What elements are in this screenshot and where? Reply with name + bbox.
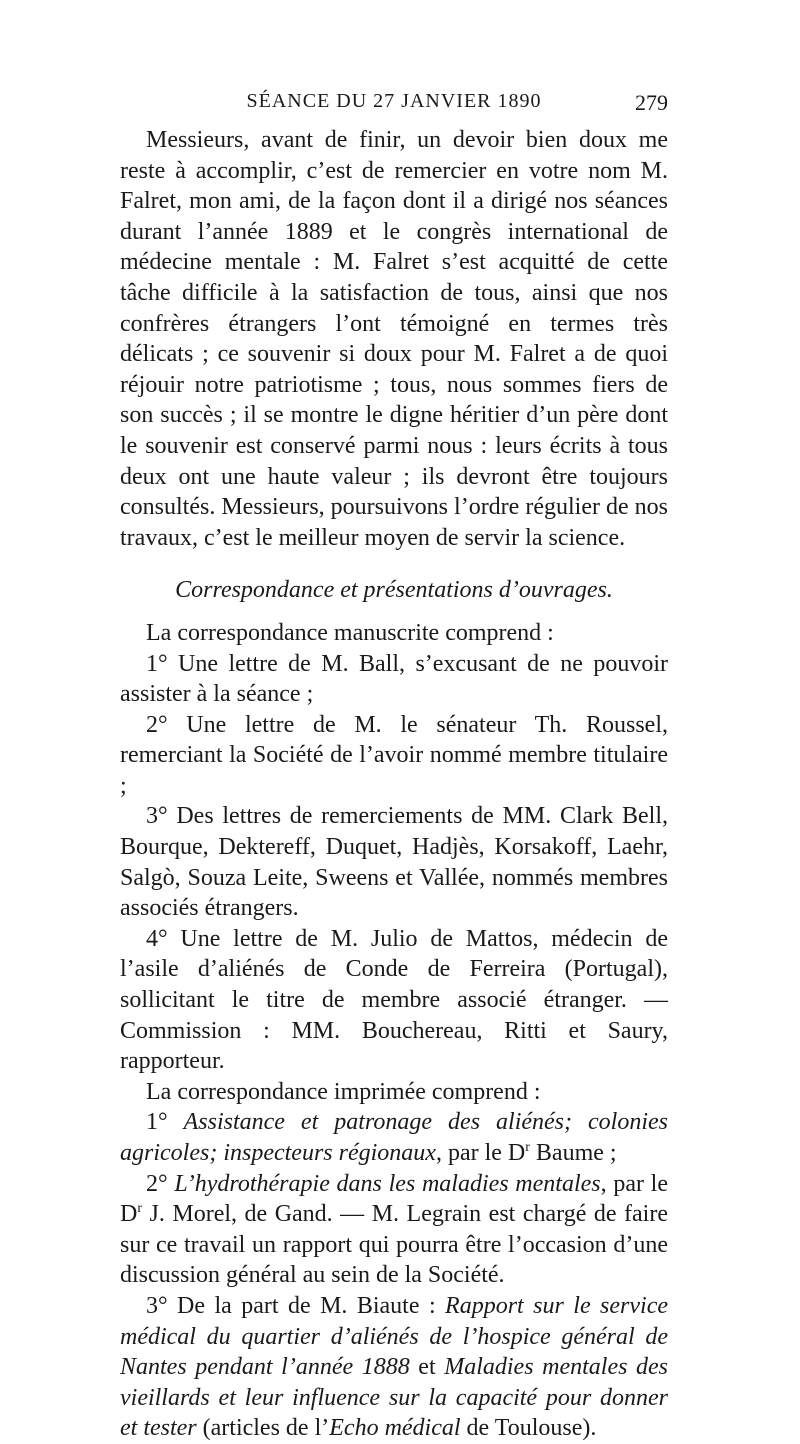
page-number: 279	[635, 90, 668, 115]
list-item-morel	[120, 1169, 668, 1291]
running-title: SÉANCE DU 27 JANVIER 1890	[246, 90, 542, 112]
item-number: 2°	[146, 1170, 175, 1197]
item-text: , par le D	[435, 1140, 526, 1166]
item-number: 3° De la part de M. Biaute :	[146, 1292, 446, 1319]
list-item-baume	[120, 1107, 668, 1168]
list-item-mattos: 4° Une lettre de M. Julio de Mattos, médecin de l’asile d’aliénés de Conde de Ferreira (Portugal), sollicitant le titre de membre associé étranger. — Commission : MM. Bouchereau, Ritti et Saury, rapporteur.	[120, 925, 668, 1075]
list-item-ball: 1° Une lettre de M. Ball, s’excusant de ne pouvoir assister à la séance ;	[120, 650, 668, 708]
work-title: L’hydrothérapie dans les maladies mentales	[174, 1170, 601, 1197]
paragraph-printed-intro: La correspondance imprimée comprend :	[146, 1078, 541, 1105]
body-text	[120, 125, 668, 1444]
item-number: 1°	[146, 1109, 184, 1136]
superscript: r	[137, 1201, 143, 1217]
work-title: Maladies mentales des vieillards et leur influence sur la capacité pour donner et tester	[120, 1354, 669, 1442]
section-heading: Correspondance et présentations d’ouvrages.	[175, 577, 613, 604]
paragraph-closing-remarks: Messieurs, avant de finir, un devoir bien doux me reste à accomplir, c’est de remercier en votre nom M. Falret, mon ami, de la façon dont il a dirigé nos séances durant l’année 1889 et le congrès international de médecine mentale : M. Falret s’est acquitté de cette tâche difficile à la satisfaction de tous, ainsi que nos confrères étrangers l’ont témoigné en termes très délicats ; ce souvenir si doux pour M. Falret a de quoi réjouir notre patriotisme ; tous, nous sommes fiers de son succès ; il se montre le digne héritier d’un père dont le souvenir est conservé parmi nous : leurs écrits à tous deux ont une haute valeur ; ils devront être toujours consultés. Messieurs, poursuivons l’ordre régulier de nos travaux, c’est le meilleur moyen de servir la science.	[120, 127, 668, 551]
item-text: de Toulouse).	[460, 1415, 597, 1442]
superscript: r	[525, 1140, 530, 1155]
list-item-roussel: 2° Une lettre de M. le sénateur Th. Roussel, remerciant la Société de l’avoir nommé membre titulaire ;	[120, 711, 668, 799]
work-title: Rapport sur le service médical du quartier d’aliénés de l’hospice général de Nantes pendant l’année 1888	[120, 1292, 668, 1381]
journal-title: Echo médical	[329, 1415, 461, 1442]
item-text: (articles de l’	[196, 1415, 330, 1442]
item-text: J. Morel, de Gand. — M. Legrain est chargé de faire sur ce travail un rapport qui pourra être l’occasion d’une discussion général au sein de la Société.	[120, 1201, 668, 1289]
item-text: Baume ;	[529, 1140, 617, 1166]
page-header	[120, 90, 668, 120]
work-title: Assistance et patronage des aliénés; colonies agricoles; inspecteurs régionaux	[120, 1109, 668, 1166]
paragraph-manuscript-intro: La correspondance manuscrite comprend :	[146, 619, 554, 646]
list-item-remerciements: 3° Des lettres de remerciements de MM. Clark Bell, Bourque, Dektereff, Duquet, Hadjès, Korsakoff, Laehr, Salgò, Souza Leite, Sweens et Vallée, nommés membres associés étrangers.	[120, 803, 668, 922]
list-item-biaute	[120, 1291, 668, 1444]
item-text: , par le D	[120, 1170, 668, 1228]
item-text: et	[409, 1354, 445, 1381]
